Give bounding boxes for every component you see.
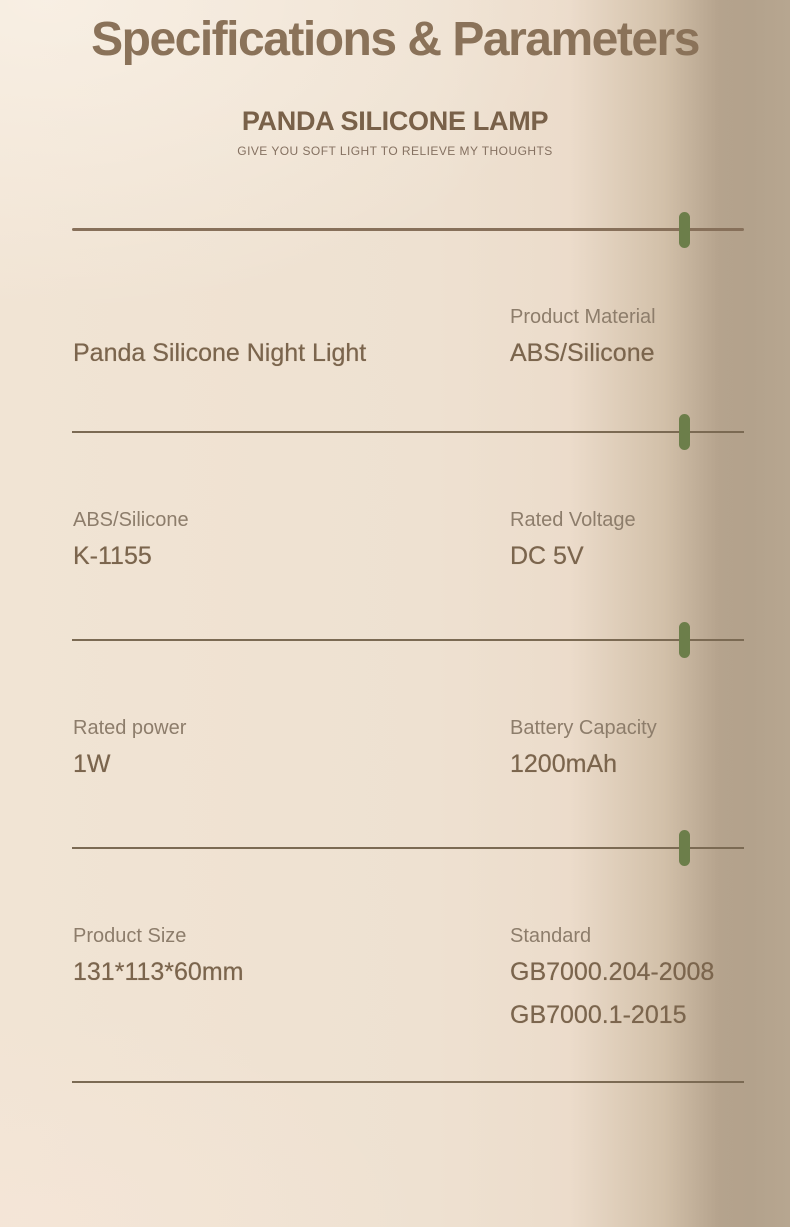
spec-value-product-name: Panda Silicone Night Light xyxy=(73,339,367,367)
spec-label-model: ABS/Silicone xyxy=(73,509,189,531)
spec-label-product-material: Product Material xyxy=(510,306,656,328)
spec-label-standard: Standard xyxy=(510,925,592,947)
spec-value-standard-1: GB7000.204-2008 xyxy=(510,958,715,986)
divider-row-3 xyxy=(72,847,744,849)
product-name: PANDA SILICONE LAMP xyxy=(241,106,549,136)
spec-value-product-material: ABS/Silicone xyxy=(510,339,655,367)
spec-label-battery-capacity: Battery Capacity xyxy=(510,717,657,739)
spec-cell-model xyxy=(73,507,189,573)
divider-row-1 xyxy=(72,431,744,433)
spec-cell-product-material xyxy=(510,304,656,370)
spec-cell-rated-power xyxy=(73,715,186,781)
spec-value-battery-capacity: 1200mAh xyxy=(510,750,618,778)
spec-cell-product-size xyxy=(73,923,243,989)
divider-row-2 xyxy=(72,639,744,641)
spec-value-rated-power: 1W xyxy=(73,750,111,778)
green-pill-marker xyxy=(679,622,690,658)
spec-cell-battery-capacity xyxy=(510,715,657,781)
spec-value-rated-voltage: DC 5V xyxy=(510,542,584,570)
spec-row-size-standard xyxy=(0,923,790,1073)
spec-label-rated-power: Rated power xyxy=(73,717,187,739)
green-pill-marker xyxy=(679,830,690,866)
product-tagline: GIVE YOU SOFT LIGHT TO RELIEVE MY THOUGHTS xyxy=(237,144,553,158)
page-title: Specifications & Parameters xyxy=(91,13,699,66)
spec-value-model: K-1155 xyxy=(73,542,152,570)
spec-label-rated-voltage: Rated Voltage xyxy=(510,509,636,531)
spec-cell-standard xyxy=(510,923,714,1032)
spec-row-power-battery xyxy=(0,715,790,865)
spec-row-model-voltage xyxy=(0,507,790,657)
green-pill-marker xyxy=(679,414,690,450)
spec-cell-rated-voltage xyxy=(510,507,636,573)
divider-header xyxy=(72,228,744,231)
spec-label-product-size: Product Size xyxy=(73,925,187,947)
spec-cell-product-name xyxy=(73,304,366,370)
green-pill-marker xyxy=(679,212,690,248)
spec-value-product-size: 131*113*60mm xyxy=(73,958,244,986)
divider-footer xyxy=(72,1081,744,1083)
spec-value-standard-2: GB7000.1-2015 xyxy=(510,1001,687,1029)
